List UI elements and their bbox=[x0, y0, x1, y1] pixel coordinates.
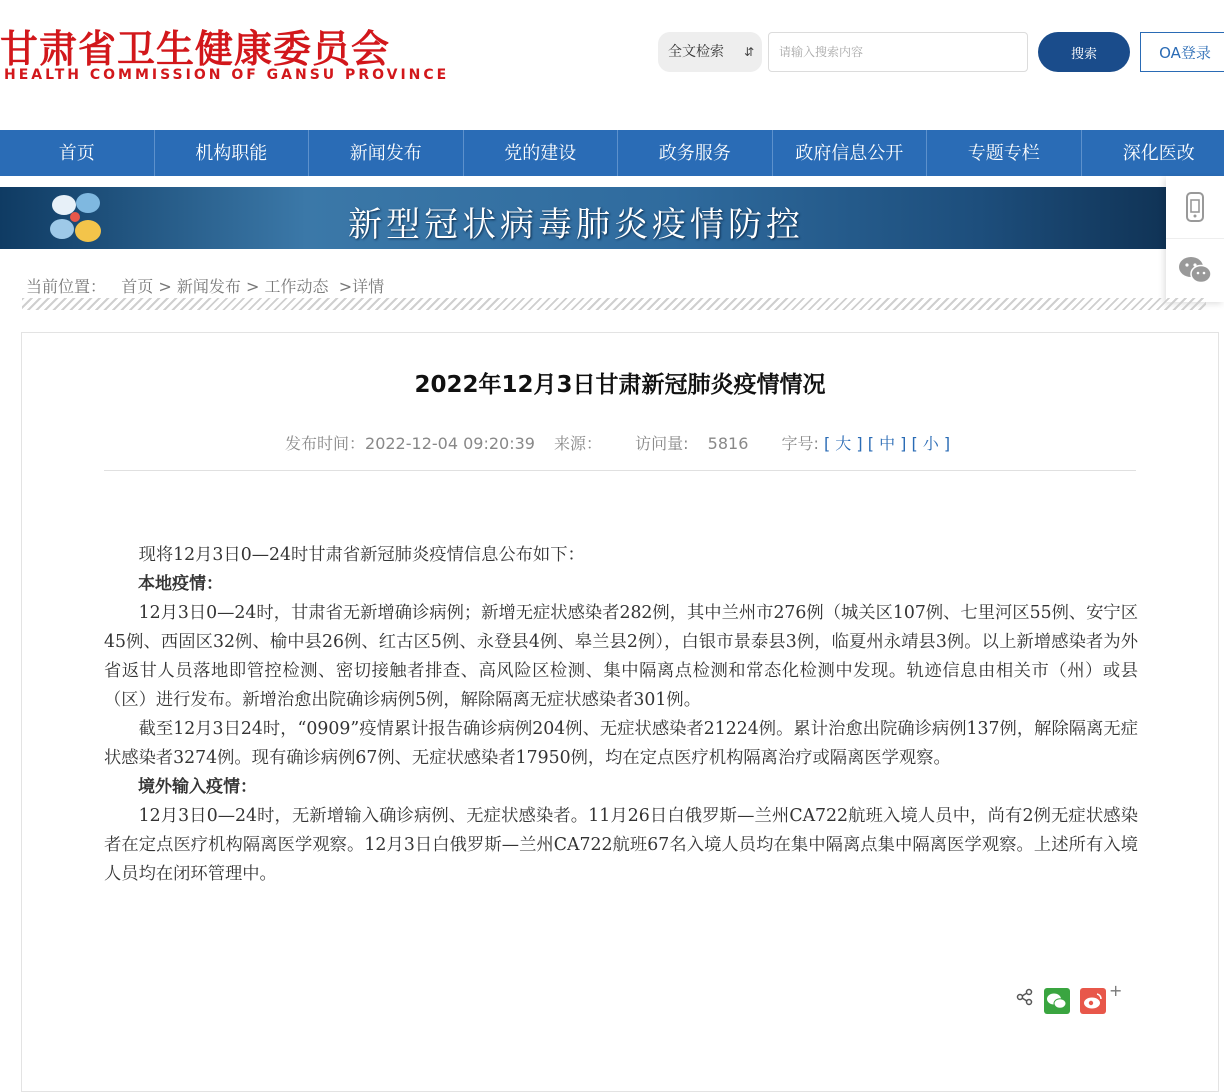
main-nav bbox=[0, 130, 1224, 176]
wechat-follow-button[interactable] bbox=[1166, 239, 1224, 301]
share-bar bbox=[1014, 984, 1124, 1018]
topic-banner[interactable] bbox=[0, 187, 1224, 249]
imported-section-heading: 境外输入疫情： bbox=[104, 773, 1138, 802]
nav-item-reform[interactable]: 深化医改 bbox=[1082, 130, 1224, 176]
site-logo-chinese[interactable]: 甘肃省卫生健康委员会 bbox=[0, 18, 390, 73]
font-size-label: 字号: bbox=[781, 434, 818, 453]
visits-label: 访问量: bbox=[635, 434, 688, 453]
banner-title: 新型冠状病毒肺炎疫情防控 bbox=[348, 197, 804, 246]
breadcrumb-sep: > bbox=[246, 277, 259, 296]
breadcrumb-label: 当前位置： bbox=[26, 277, 106, 296]
share-more-button[interactable]: + bbox=[1109, 981, 1122, 1000]
nav-item-news[interactable]: 新闻发布 bbox=[309, 130, 464, 176]
mobile-icon bbox=[1185, 192, 1205, 222]
local-section-heading: 本地疫情： bbox=[104, 570, 1138, 599]
article-body bbox=[104, 541, 1138, 889]
weibo-share-icon[interactable] bbox=[1080, 988, 1106, 1014]
nav-item-gov-info[interactable]: 政府信息公开 bbox=[773, 130, 928, 176]
nav-item-topics[interactable]: 专题专栏 bbox=[927, 130, 1082, 176]
article-title: 2022年12月3日甘肃新冠肺炎疫情情况 bbox=[0, 366, 1224, 399]
oa-login-button[interactable]: OA登录 bbox=[1140, 32, 1224, 72]
search-button[interactable]: 搜索 bbox=[1038, 32, 1130, 72]
breadcrumb-news[interactable]: 新闻发布 bbox=[177, 277, 241, 296]
search-scope-label: 全文检索 bbox=[668, 44, 724, 60]
breadcrumb-sep: > bbox=[339, 277, 352, 296]
font-size-medium-button[interactable]: 中 bbox=[879, 434, 895, 453]
search-scope-select[interactable] bbox=[658, 32, 762, 72]
breadcrumb bbox=[26, 274, 384, 297]
publish-time: 2022-12-04 09:20:39 bbox=[365, 434, 535, 453]
cumulative-paragraph: 截至12月3日24时，“0909”疫情累计报告确诊病例204例、无症状感染者21224例。累计治愈出院确诊病例137例，解除隔离无症状感染者3274例。现有确诊病例67例、无症状感染者17950例，均在定点医疗机构隔离治疗或隔离医学观察。 bbox=[104, 715, 1138, 773]
source-label: 来源： bbox=[554, 434, 602, 453]
search-input[interactable] bbox=[768, 32, 1028, 72]
meta-divider bbox=[104, 470, 1136, 471]
mobile-site-button[interactable] bbox=[1166, 176, 1224, 239]
intro-paragraph: 现将12月3日0—24时甘肃省新冠肺炎疫情信息公布如下： bbox=[104, 541, 1138, 570]
nav-item-services[interactable]: 政务服务 bbox=[618, 130, 773, 176]
nav-item-home[interactable]: 首页 bbox=[0, 130, 155, 176]
local-cases-paragraph: 12月3日0—24时，甘肃省无新增确诊病例；新增无症状感染者282例，其中兰州市276例（城关区107例、七里河区55例、安宁区45例、西固区32例、榆中县26例、红古区5例、永登县4例、皋兰县2例），白银市景泰县3例，临夏州永靖县3例。以上新增感染者为外省返甘人员落地即管控检测、密切接触者排查、高风险区检测、集中隔离点检测和常态化检测中发现。轨迹信息由相关市（州）或县（区）进行发布。新增治愈出院确诊病例5例，解除隔离无症状感染者301例。 bbox=[104, 599, 1138, 715]
wechat-share-icon[interactable] bbox=[1044, 988, 1070, 1014]
site-logo-english: HEALTH COMMISSION OF GANSU PROVINCE bbox=[4, 67, 449, 83]
share-icon[interactable] bbox=[1016, 988, 1034, 1006]
imported-cases-paragraph: 12月3日0—24时，无新增输入确诊病例、无症状感染者。11月26日白俄罗斯—兰州CA722航班入境人员中，尚有2例无症状感染者在定点医疗机构隔离医学观察。12月3日白俄罗斯—兰州CA722航班67名入境人员均在集中隔离点集中隔离医学观察。上述所有入境人员均在闭环管理中。 bbox=[104, 802, 1138, 889]
breadcrumb-work[interactable]: 工作动态 bbox=[265, 277, 329, 296]
publish-time-label: 发布时间： bbox=[285, 434, 365, 453]
breadcrumb-sep: > bbox=[158, 277, 171, 296]
breadcrumb-detail: 详情 bbox=[352, 277, 384, 296]
updown-chevron-icon: ⇵ bbox=[744, 32, 754, 72]
hatched-divider bbox=[22, 298, 1206, 310]
clover-emblem-icon bbox=[40, 189, 120, 247]
wechat-icon bbox=[1178, 255, 1212, 285]
font-size-small-button[interactable]: 小 bbox=[923, 434, 939, 453]
side-float-panel bbox=[1166, 176, 1224, 302]
breadcrumb-home[interactable]: 首页 bbox=[121, 277, 153, 296]
nav-item-party[interactable]: 党的建设 bbox=[464, 130, 619, 176]
article-meta: 发布时间：2022-12-04 09:20:39 来源： 访问量: 5816 字号: [ 大 ] [ 中 ] [ 小 ] bbox=[285, 431, 950, 454]
visits-count: 5816 bbox=[708, 434, 749, 453]
font-size-large-button[interactable]: 大 bbox=[835, 434, 851, 453]
nav-item-functions[interactable]: 机构职能 bbox=[155, 130, 310, 176]
